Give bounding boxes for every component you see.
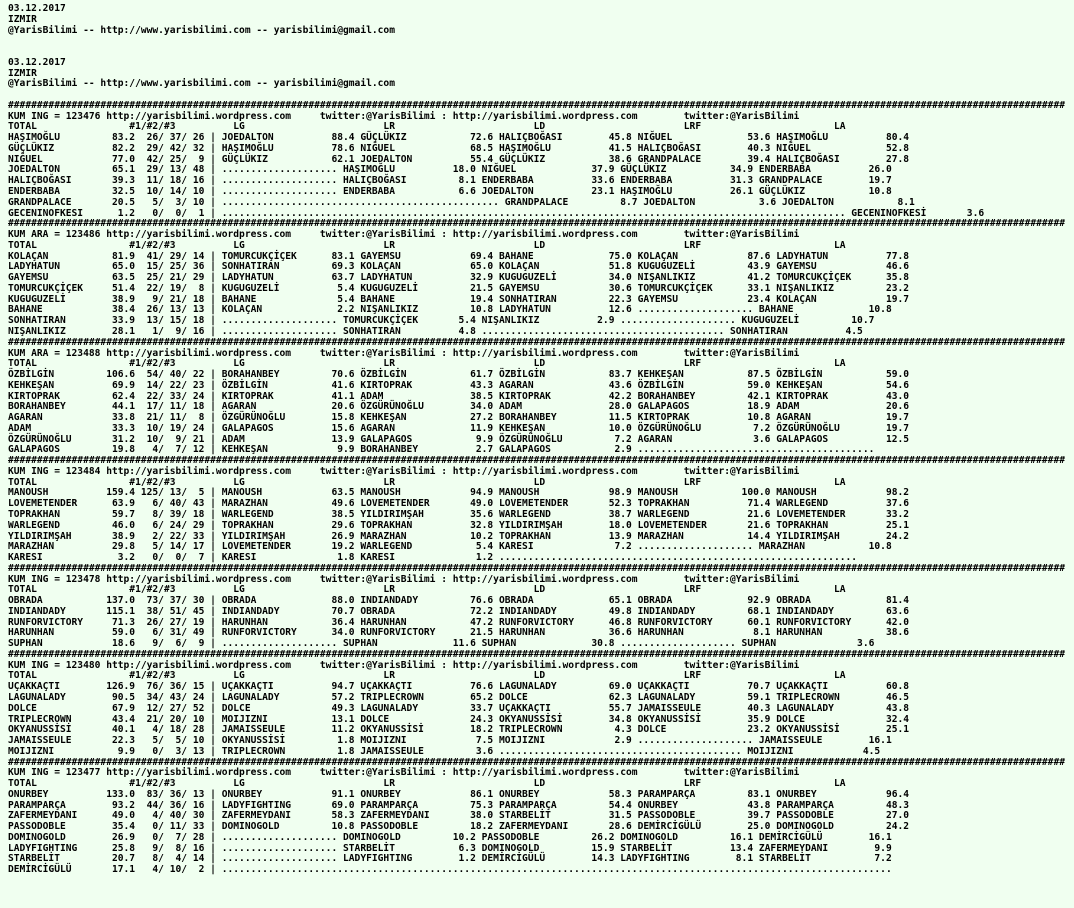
separator-line: ####################################################################################################################################################################################### <box>8 336 1065 348</box>
text-line: BORAHANBEY 44.1 17/ 11/ 18 | AGARAN 20.6 ÖZGÜRÜNOĞLU 34.0 ADAM 28.0 GALAPAGOS 18.9 ADAM 20.6 <box>8 401 910 413</box>
text-line: TOTAL #1/#2/#3 LG LR LD LRF LA <box>8 778 846 790</box>
text-line: LADYHATUN 65.0 15/ 25/ 36 | SONHATIRAN 69.3 KOLAÇAN 65.0 KOLAÇAN 51.8 KUGUGUZELİ 43.9 GAYEMSU 46.6 <box>8 261 910 273</box>
text-line: DOLCE 67.9 12/ 27/ 52 | DOLCE 49.3 LAGUNALADY 33.7 UÇAKKAÇTI 55.7 JAMAISSEULE 40.3 LAGUNALADY 43.8 <box>8 702 910 714</box>
text-line: TOTAL #1/#2/#3 LG LR LD LRF LA <box>8 239 846 251</box>
text-line: @YarisBilimi -- http://www.yarisbilimi.com -- yarisbilimi@gmail.com <box>8 78 395 90</box>
text-line: INDIANDADY 115.1 38/ 51/ 45 | INDIANDADY 70.7 OBRADA 72.2 INDIANDADY 49.8 INDIANDADY 68.1 INDIANDADY 63.6 <box>8 605 910 617</box>
text-line: MANOUSH 159.4 125/ 13/ 5 | MANOUSH 63.5 MANOUSH 94.9 MANOUSH 98.9 MANOUSH 100.0 MANOUSH 98.2 <box>8 487 910 499</box>
text-line: KUM ING = 123476 http://yarisbilimi.wordpress.com twitter:@YarisBilimi : http://yarisbilimi.wordpress.com twitter:@YarisBilimi <box>8 110 800 122</box>
text-line: KOLAÇAN 81.9 41/ 29/ 14 | TOMURCUKÇİÇEK 83.1 GAYEMSU 69.4 BAHANE 75.0 KOLAÇAN 87.6 LADYHATUN 77.8 <box>8 250 910 262</box>
text-line: TOTAL #1/#2/#3 LG LR LD LRF LA <box>8 121 846 133</box>
text-line: TOTAL #1/#2/#3 LG LR LD LRF LA <box>8 476 846 488</box>
text-line: OBRADA 137.0 73/ 37/ 30 | OBRADA 88.0 INDIANDADY 76.6 OBRADA 65.1 OBRADA 92.9 OBRADA 81.4 <box>8 595 910 607</box>
text-line: STARBELİT 20.7 8/ 4/ 14 | .................... LADYFIGHTING 1.2 DEMİRCİGÜLÜ 14.3 LADYFIGHTING 8.1 STARBELİT 7.2 <box>8 853 892 865</box>
text-line: 03.12.2017 <box>8 3 66 14</box>
blank-line <box>8 36 1074 47</box>
text-line: ZAFERMEYDANI 49.0 4/ 40/ 30 | ZAFERMEYDANI 58.3 ZAFERMEYDANI 38.0 STARBELİT 31.5 PASSODOBLE 39.7 PASSODOBLE 27.0 <box>8 810 910 822</box>
text-line: GAYEMSU 63.5 25/ 21/ 29 | LADYHATUN 63.7 LADYHATUN 32.9 KUGUGUZELİ 34.0 NIŞANLIKIZ 41.2 TOMURCUKÇİÇEK 35.8 <box>8 272 910 284</box>
text-line: DEMİRCİGÜLÜ 17.1 4/ 10/ 2 | .................................................................................................................... <box>8 864 892 876</box>
text-line: 03.12.2017 <box>8 56 66 68</box>
text-line: ÖZBİLGİN 106.6 54/ 40/ 22 | BORAHANBEY 70.6 ÖZBİLGİN 61.7 ÖZBİLGİN 83.7 KEHKEŞAN 87.5 ÖZBİLGİN 59.0 <box>8 369 910 381</box>
text-line: UÇAKKAÇTI 126.9 76/ 36/ 15 | UÇAKKAÇTI 94.7 UÇAKKAÇTI 76.6 LAGUNALADY 69.0 UÇAKKAÇTI 70.7 UÇAKKAÇTI 60.8 <box>8 681 910 693</box>
text-line: PARAMPARÇA 93.2 44/ 36/ 16 | LADYFIGHTING 69.0 PARAMPARÇA 75.3 PARAMPARÇA 54.4 ONURBEY 43.8 PARAMPARÇA 48.3 <box>8 799 910 811</box>
text-line: KUM ING = 123478 http://yarisbilimi.wordpress.com twitter:@YarisBilimi : http://yarisbilimi.wordpress.com twitter:@YarisBilimi <box>8 573 800 585</box>
text-line: TOTAL #1/#2/#3 LG LR LD LRF LA <box>8 584 846 596</box>
separator-line: ####################################################################################################################################################################################### <box>8 648 1065 660</box>
separator-line: ####################################################################################################################################################################################### <box>8 756 1065 768</box>
text-line: NIĞUEL 77.0 42/ 25/ 9 | GÜÇLÜKIZ 62.1 JOEDALTON 55.4 GÜÇLÜKIZ 38.6 GRANDPALACE 39.4 HALIÇBOĞASI 27.8 <box>8 153 910 165</box>
text-line: JOEDALTON 65.1 29/ 13/ 48 | .................... HAŞIMOĞLU 18.0 NIĞUEL 37.9 GÜÇLÜKIZ 34.9 ENDERBABA 26.0 <box>8 164 892 176</box>
text-line: DOMINOGOLD 26.9 0/ 7/ 28 | .................... DOMINOGOLD 10.2 PASSODOBLE 26.2 DOMINOGOLD 16.1 DEMİRCİGÜLÜ 16.1 <box>8 831 892 843</box>
text-line: KUM ARA = 123488 http://yarisbilimi.wordpress.com twitter:@YarisBilimi : http://yarisbilimi.wordpress.com twitter:@YarisBilimi <box>8 347 800 359</box>
text-line: HALIÇBOĞASI 39.3 11/ 18/ 16 | .................... HALIÇBOĞASI 8.1 ENDERBABA 33.6 ENDERBABA 31.3 GRANDPALACE 19.7 <box>8 175 892 187</box>
text-line: GÜÇLÜKIZ 82.2 29/ 42/ 32 | HAŞIMOĞLU 78.6 NIĞUEL 68.5 HAŞIMOĞLU 41.5 HALIÇBOĞASI 40.3 NIĞUEL 52.8 <box>8 142 910 154</box>
text-line: RUNFORVICTORY 71.3 26/ 27/ 19 | HARUNHAN 36.4 HARUNHAN 47.2 RUNFORVICTORY 46.8 RUNFORVICTORY 60.1 RUNFORVICTORY 42.0 <box>8 616 910 628</box>
text-line: GALAPAGOS 19.8 4/ 7/ 12 | KEHKEŞAN 9.9 BORAHANBEY 2.7 GALAPAGOS 2.9 ......................................... <box>8 444 875 456</box>
text-line: PASSODOBLE 35.4 0/ 11/ 33 | DOMINOGOLD 10.8 PASSODOBLE 18.2 ZAFERMEYDANI 28.6 DEMİRCİGÜLÜ 25.0 DOMINOGOLD 24.2 <box>8 821 910 833</box>
blank-line <box>8 47 1074 58</box>
text-line: LOVEMETENDER 63.9 6/ 40/ 43 | MARAZHAN 49.6 LOVEMETENDER 49.0 LOVEMETENDER 52.3 TOPRAKHAN 71.4 WARLEGEND 37.6 <box>8 498 910 510</box>
text-line: LADYFIGHTING 25.8 9/ 8/ 16 | .................... STARBELİT 6.3 DOMINOGOLD 15.9 STARBELİT 13.4 ZAFERMEYDANI 9.9 <box>8 842 892 854</box>
text-line: KEHKEŞAN 69.9 14/ 22/ 23 | ÖZBİLGİN 41.6 KIRTOPRAK 43.3 AGARAN 43.6 ÖZBİLGİN 59.0 KEHKEŞAN 54.6 <box>8 379 910 391</box>
text-line: MOIJIZNI 9.9 0/ 3/ 13 | TRIPLECROWN 1.8 JAMAISSEULE 3.6 .......................................... MOIJIZNI 4.5 <box>8 745 881 757</box>
text-line: TOPRAKHAN 59.7 8/ 39/ 18 | WARLEGEND 38.5 YILDIRIMŞAH 35.6 WARLEGEND 38.7 WARLEGEND 21.6 LOVEMETENDER 33.2 <box>8 508 910 520</box>
text-line: OKYANUSSİSİ 40.1 4/ 18/ 28 | JAMAISSEULE 11.2 OKYANUSSİSİ 18.2 TRIPLECROWN 4.3 DOLCE 23.2 OKYANUSSİSİ 25.1 <box>8 724 910 736</box>
text-line: WARLEGEND 46.0 6/ 24/ 29 | TOPRAKHAN 29.6 TOPRAKHAN 32.8 YILDIRIMŞAH 18.0 LOVEMETENDER 21.6 TOPRAKHAN 25.1 <box>8 519 910 531</box>
separator-line: ####################################################################################################################################################################################### <box>8 218 1065 230</box>
text-line: YILDIRIMŞAH 38.9 2/ 22/ 33 | YILDIRIMŞAH 26.9 MARAZHAN 10.2 TOPRAKHAN 13.9 MARAZHAN 14.4 YILDIRIMŞAH 24.2 <box>8 530 910 542</box>
text-line: GRANDPALACE 20.5 5/ 3/ 10 | ................................................ GRANDPALACE 8.7 JOEDALTON 3.6 JOEDALTON 8.1 <box>8 196 915 208</box>
text-line: TOMURCUKÇİÇEK 51.4 22/ 19/ 8 | KUGUGUZELİ 5.4 KUGUGUZELİ 21.5 GAYEMSU 30.6 TOMURCUKÇİÇEK 33.1 NIŞANLIKIZ 23.2 <box>8 282 910 294</box>
text-line: @YarisBilimi -- http://www.yarisbilimi.com -- yarisbilimi@gmail.com <box>8 24 395 36</box>
text-line: BAHANE 38.4 26/ 13/ 13 | KOLAÇAN 2.2 NIŞANLIKIZ 10.8 LADYHATUN 12.6 .................... BAHANE 10.8 <box>8 304 892 316</box>
text-line: AGARAN 33.8 21/ 11/ 8 | ÖZGÜRÜNOĞLU 15.8 KEHKEŞAN 27.2 BORAHANBEY 11.5 KIRTOPRAK 10.8 AGARAN 19.7 <box>8 412 910 424</box>
text-line: KIRTOPRAK 62.4 22/ 33/ 24 | KIRTOPRAK 41.1 ADAM 38.5 KIRTOPRAK 42.2 BORAHANBEY 42.1 KIRTOPRAK 43.0 <box>8 390 910 402</box>
text-line: TOTAL #1/#2/#3 LG LR LD LRF LA <box>8 670 846 682</box>
text-line: ADAM 33.3 10/ 19/ 24 | GALAPAGOS 15.6 AGARAN 11.9 KEHKEŞAN 10.0 ÖZGÜRÜNOĞLU 7.2 ÖZGÜRÜNOĞLU 19.7 <box>8 422 910 434</box>
text-line: HAŞIMOĞLU 83.2 26/ 37/ 26 | JOEDALTON 88.4 GÜÇLÜKIZ 72.6 HALIÇBOĞASI 45.8 NIĞUEL 53.6 HAŞIMOĞLU 80.4 <box>8 132 910 144</box>
text-line: LAGUNALADY 90.5 34/ 43/ 24 | LAGUNALADY 57.2 TRIPLECROWN 65.2 DOLCE 62.3 LAGUNALADY 59.1 TRIPLECROWN 46.5 <box>8 692 910 703</box>
text-line: SUPHAN 18.6 9/ 6/ 9 | .................... SUPHAN 11.6 SUPHAN 30.8 .................... SUPHAN 3.6 <box>8 638 875 650</box>
text-line: KUM ING = 123480 http://yarisbilimi.wordpress.com twitter:@YarisBilimi : http://yarisbilimi.wordpress.com twitter:@YarisBilimi <box>8 659 800 671</box>
text-line: ÖZGÜRÜNOĞLU 31.2 10/ 9/ 21 | ADAM 13.9 GALAPAGOS 9.9 ÖZGÜRÜNOĞLU 7.2 AGARAN 3.6 GALAPAGOS 12.5 <box>8 433 910 445</box>
text-line: KUGUGUZELİ 38.9 9/ 21/ 18 | BAHANE 5.4 BAHANE 19.4 SONHATIRAN 22.3 GAYEMSU 23.4 KOLAÇAN 19.7 <box>8 293 910 305</box>
text-line: IZMIR <box>8 13 37 25</box>
text-line: NIŞANLIKIZ 28.1 1/ 9/ 16 | .................... SONHATIRAN 4.8 .......................................... SONHATIRAN 4.5 <box>8 325 863 337</box>
separator-line: ####################################################################################################################################################################################### <box>8 562 1065 574</box>
text-line: IZMIR <box>8 67 37 79</box>
text-line: MARAZHAN 29.8 5/ 14/ 17 | LOVEMETENDER 19.2 WARLEGEND 5.4 KARESI 7.2 .................... MARAZHAN 10.8 <box>8 541 892 553</box>
text-line: JAMAISSEULE 22.3 5/ 5/ 10 | OKYANUSSİSİ 1.8 MOIJIZNI 7.5 MOIJIZNI 2.9 .................... JAMAISSEULE 16.1 <box>8 735 892 747</box>
text-line: ENDERBABA 32.5 10/ 14/ 10 | .................... ENDERBABA 6.6 JOEDALTON 23.1 HAŞIMOĞLU 26.1 GÜÇLÜKIZ 10.8 <box>8 186 892 198</box>
text-line: TOTAL #1/#2/#3 LG LR LD LRF LA <box>8 358 846 370</box>
text-line: GECENINOFKESI 1.2 0/ 0/ 1 | ............................................................................................................ GECENINOFKESİ 3.6 <box>8 207 985 219</box>
text-line: KUM ARA = 123486 http://yarisbilimi.wordpress.com twitter:@YarisBilimi : http://yarisbilimi.wordpress.com twitter:@YarisBilimi <box>8 229 800 241</box>
separator-line: ####################################################################################################################################################################################### <box>8 99 1065 111</box>
text-line: SONHATIRAN 33.9 13/ 15/ 18 | .................... TOMURCUKÇİÇEK 5.4 NIŞANLIKIZ 2.9 .................... KUGUGUZELİ 10.7 <box>8 315 875 327</box>
separator-line: ####################################################################################################################################################################################### <box>8 455 1065 467</box>
text-line: TRIPLECROWN 43.4 21/ 20/ 10 | MOIJIZNI 13.1 DOLCE 24.3 OKYANUSSİSİ 34.8 OKYANUSSİSİ 35.9 DOLCE 32.4 <box>8 713 910 725</box>
text-line: KARESI 3.2 0/ 0/ 7 | KARESI 1.8 KARESI 1.2 .............................................................. <box>8 552 858 564</box>
text-line: ONURBEY 133.0 83/ 36/ 13 | ONURBEY 91.1 ONURBEY 86.1 ONURBEY 58.3 PARAMPARÇA 83.1 ONURBEY 96.4 <box>8 788 910 800</box>
text-line: HARUNHAN 59.0 6/ 31/ 49 | RUNFORVICTORY 34.0 RUNFORVICTORY 21.5 HARUNHAN 36.6 HARUNHAN 8.1 HARUNHAN 38.6 <box>8 627 910 639</box>
text-line: KUM ING = 123484 http://yarisbilimi.wordpress.com twitter:@YarisBilimi : http://yarisbilimi.wordpress.com twitter:@YarisBilimi <box>8 465 800 477</box>
text-line: KUM ING = 123477 http://yarisbilimi.wordpress.com twitter:@YarisBilimi : http://yarisbilimi.wordpress.com twitter:@YarisBilimi <box>8 767 800 779</box>
